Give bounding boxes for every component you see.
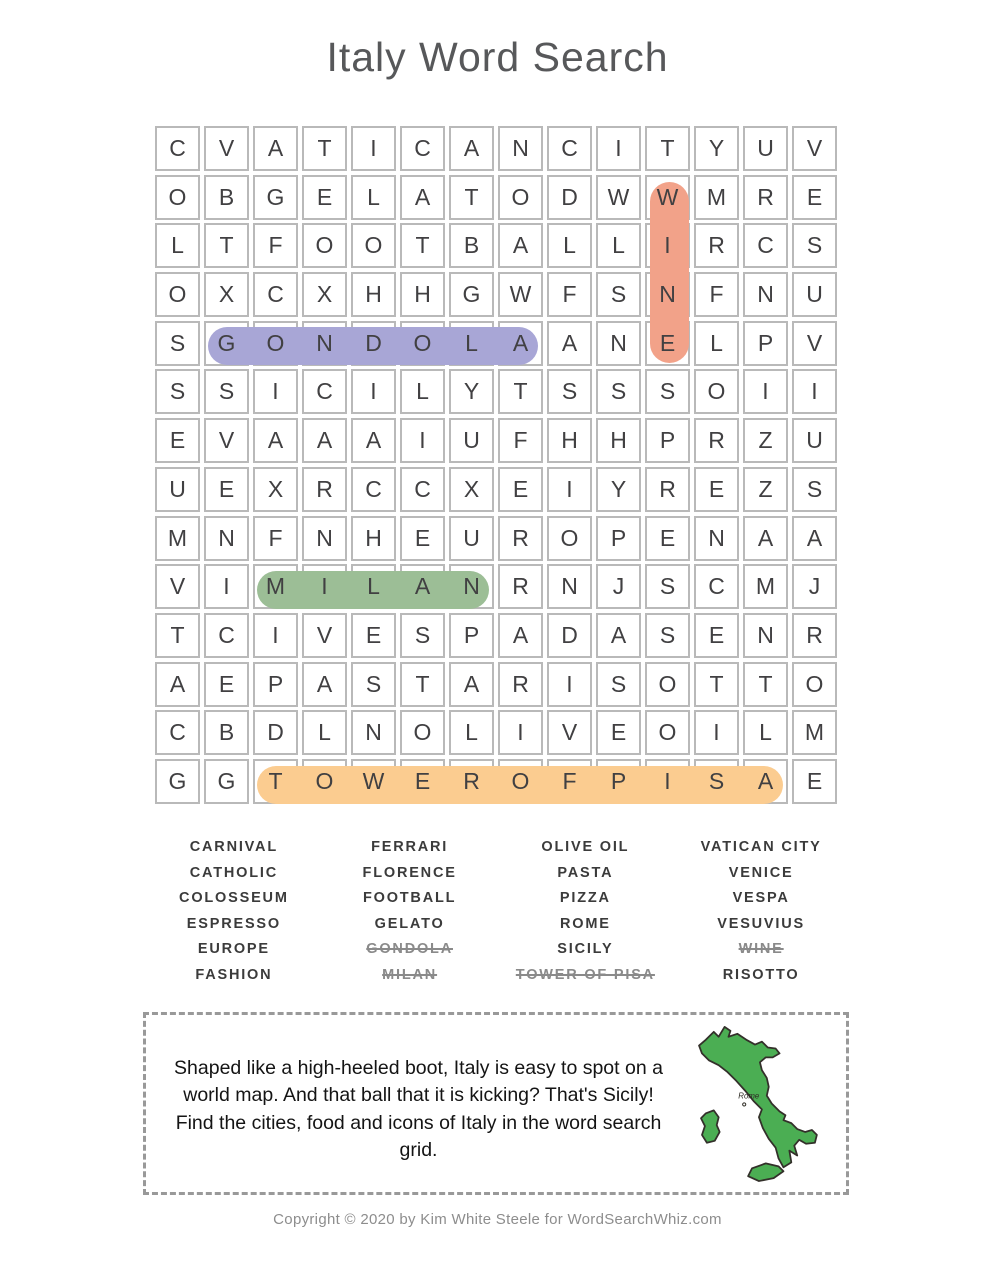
word-list-item: VATICAN CITY (700, 839, 822, 855)
grid-letter: R (708, 427, 725, 454)
word-list-item: TOWER OF PISA (515, 966, 655, 983)
grid-letter: B (463, 232, 480, 259)
grid-letter: C (267, 281, 284, 308)
grid-letter: E (512, 475, 529, 502)
word-list-item: PIZZA (559, 890, 611, 907)
grid-letter: Z (758, 475, 773, 502)
word-list-item: VESUVIUS (717, 915, 805, 932)
grid-letter: A (267, 427, 284, 454)
grid-letter: A (267, 135, 284, 161)
grid-letter: I (811, 378, 818, 405)
grid-letter: A (463, 135, 480, 161)
grid-letter: M (804, 719, 825, 746)
grid-letter: M (265, 573, 286, 600)
info-text-line: grid. (399, 1139, 438, 1162)
grid-letter: T (170, 621, 185, 648)
grid-letter: W (656, 183, 679, 210)
grid-letter: A (512, 232, 529, 259)
grid-letter: A (316, 670, 333, 697)
info-text-line: Find the cities, food and icons of Italy in the word search (175, 1111, 662, 1134)
grid-letter: S (414, 621, 431, 648)
grid-letter: G (217, 329, 236, 356)
grid-letter: O (560, 524, 579, 551)
grid-letter: D (561, 183, 578, 210)
grid-letter: T (758, 670, 773, 697)
grid-letter: C (414, 475, 431, 502)
grid-letter: O (364, 232, 383, 259)
grid-letter: L (612, 232, 625, 259)
grid-letter: A (512, 329, 529, 356)
grid-letter: C (316, 378, 333, 405)
word-list-item: ESPRESSO (186, 915, 281, 932)
grid-letter: H (610, 427, 627, 454)
word-list-item: COLOSSEUM (179, 890, 289, 907)
word-list-item: WINE (738, 941, 784, 958)
grid-letter: A (316, 427, 333, 454)
grid-letter: T (513, 378, 528, 405)
word-list-item: GONDOLA (366, 941, 453, 958)
grid-letter: S (365, 670, 382, 697)
grid-letter: J (808, 573, 821, 600)
info-text-line: world map. And that ball that it is kicking? That's Sicily! (183, 1084, 654, 1107)
grid-letter: X (316, 281, 333, 308)
grid-letter: R (512, 670, 529, 697)
grid-letter: T (415, 670, 430, 697)
grid-letter: G (266, 183, 285, 210)
grid-letter: A (463, 670, 480, 697)
grid-letter: T (464, 183, 479, 210)
word-list-item: EUROPE (197, 941, 270, 958)
grid-letter: C (757, 232, 774, 259)
word-list-column (322, 835, 498, 989)
grid-letter: E (806, 767, 823, 794)
word-list-item: GELATO (374, 915, 445, 932)
grid-letter: A (512, 621, 529, 648)
grid-letter: U (806, 281, 823, 308)
grid-letter: R (708, 232, 725, 259)
grid-letter: T (219, 232, 234, 259)
grid-letter: N (365, 719, 382, 746)
grid-letter: S (169, 378, 186, 405)
word-list-item: FASHION (195, 966, 273, 983)
grid-letter: C (169, 135, 186, 161)
word-list (146, 835, 849, 989)
grid-letter: C (708, 573, 725, 600)
grid-letter: E (610, 719, 627, 746)
grid-letter: V (806, 135, 823, 161)
grid-letter: W (607, 183, 630, 210)
grid-letter: C (414, 135, 431, 161)
grid-letter: P (659, 427, 676, 454)
grid-letter: T (660, 135, 675, 161)
grid-letter: L (171, 232, 184, 259)
sicily-shape (748, 1163, 783, 1181)
grid-letter: X (267, 475, 284, 502)
grid-letter: H (365, 524, 382, 551)
grid-letter: T (268, 767, 283, 794)
grid-letter: A (561, 329, 578, 356)
grid-letter: X (463, 475, 480, 502)
grid-letter: F (562, 767, 577, 794)
grid-letter: U (806, 427, 823, 454)
grid-letter: F (709, 281, 724, 308)
grid-letter: V (316, 621, 333, 648)
grid-letter: V (561, 719, 578, 746)
word-list-item: FLORENCE (362, 864, 457, 881)
grid-letter: B (218, 183, 235, 210)
grid-letter: I (272, 621, 279, 648)
info-text (166, 1055, 671, 1165)
grid-letter: T (317, 135, 332, 161)
grid-letter: E (414, 767, 431, 794)
grid-letter: S (169, 329, 186, 356)
grid-letter: I (713, 719, 720, 746)
grid-letter: N (316, 524, 333, 551)
grid-letter: S (561, 378, 578, 405)
grid-letter: O (168, 183, 187, 210)
word-list-item: OLIVE OIL (541, 839, 630, 855)
page-title: Italy Word Search (326, 34, 669, 80)
grid-letter: N (659, 281, 676, 308)
grid-letter: P (610, 767, 627, 794)
grid-letter: O (168, 281, 187, 308)
grid-letter: N (463, 573, 480, 600)
grid-letter: A (414, 573, 431, 600)
word-list-column (146, 835, 322, 989)
grid-letter: E (708, 621, 725, 648)
grid-letter: U (463, 427, 480, 454)
info-text-line: Shaped like a high-heeled boot, Italy is easy to spot on a (174, 1057, 663, 1079)
grid-letter: I (370, 378, 377, 405)
grid-letter: E (316, 183, 333, 210)
word-list-item: RISOTTO (722, 966, 800, 983)
grid-letter: R (806, 621, 823, 648)
word-list-item: VESPA (732, 890, 790, 907)
grid-letter: E (659, 329, 676, 356)
grid-letter: F (268, 232, 283, 259)
grid-letter: F (268, 524, 283, 551)
grid-letter: H (561, 427, 578, 454)
word-search-grid (155, 126, 837, 805)
grid-letter: O (658, 670, 677, 697)
grid-letter: S (218, 378, 235, 405)
grid-letter: S (659, 378, 676, 405)
grid-letter: I (272, 378, 279, 405)
grid-letter: B (218, 719, 235, 746)
grid-letter: U (463, 524, 480, 551)
grid-letter: G (217, 767, 236, 794)
grid-letter: O (315, 767, 334, 794)
grid-letter: H (414, 281, 431, 308)
grid-letter: R (512, 524, 529, 551)
grid-letter: S (610, 281, 627, 308)
grid-letter: I (566, 475, 573, 502)
grid-letter: W (362, 767, 385, 794)
word-list-column (498, 835, 674, 989)
grid-letter: O (315, 232, 334, 259)
grid-letter: S (806, 475, 823, 502)
rome-map-label: Rome (738, 1091, 760, 1101)
grid-letter: E (708, 475, 725, 502)
word-list-item: ROME (560, 915, 611, 932)
grid-letter: E (218, 670, 235, 697)
word-list-item: CARNIVAL (189, 839, 278, 855)
grid-letter: O (511, 183, 530, 210)
grid-letter: V (218, 427, 235, 454)
grid-letter: H (365, 281, 382, 308)
word-list-item: CATHOLIC (189, 864, 278, 881)
grid-letter: X (218, 281, 235, 308)
grid-letter: S (659, 621, 676, 648)
grid-letter: C (218, 621, 235, 648)
grid-letter: L (710, 329, 723, 356)
grid-letter: E (806, 183, 823, 210)
grid-letter: N (561, 573, 578, 600)
grid-letter: C (169, 719, 186, 746)
grid-letter: L (367, 183, 380, 210)
grid-letter: P (463, 621, 480, 648)
grid-letter: L (367, 573, 380, 600)
grid-letter: O (707, 378, 726, 405)
grid-letter: N (512, 135, 529, 161)
grid-letter: G (462, 281, 481, 308)
grid-letter: V (806, 329, 823, 356)
copyright: Copyright © 2020 by Kim White Steele for WordSearchWhiz.com (273, 1211, 722, 1228)
word-list-item: MILAN (382, 966, 438, 983)
grid-letter: C (561, 135, 578, 161)
grid-letter: E (218, 475, 235, 502)
grid-letter: N (610, 329, 627, 356)
grid-letter: D (365, 329, 382, 356)
grid-letter: V (169, 573, 186, 600)
word-list-item: SICILY (557, 941, 614, 958)
grid-letter: N (757, 281, 774, 308)
grid-letter: A (806, 524, 823, 551)
grid-letter: O (805, 670, 824, 697)
grid-letter: P (757, 329, 774, 356)
grid-letter: G (168, 767, 187, 794)
grid-letter: C (365, 475, 382, 502)
grid-letter: N (218, 524, 235, 551)
grid-letter: V (218, 135, 235, 161)
italy-map-image (680, 1022, 830, 1184)
grid-letter: I (517, 719, 524, 746)
grid-letter: U (169, 475, 186, 502)
grid-letter: E (365, 621, 382, 648)
grid-letter: T (709, 670, 724, 697)
grid-letter: A (610, 621, 627, 648)
grid-letter: I (370, 135, 377, 161)
grid-letter: R (463, 767, 480, 794)
grid-letter: R (316, 475, 333, 502)
grid-letter: S (708, 767, 725, 794)
grid-letter: E (414, 524, 431, 551)
grid-letter: R (512, 573, 529, 600)
grid-letter: N (757, 621, 774, 648)
grid-letter: E (659, 524, 676, 551)
grid-letter: W (509, 281, 532, 308)
grid-letter: M (167, 524, 188, 551)
grid-letter: P (610, 524, 627, 551)
grid-letter: Y (708, 135, 725, 161)
grid-letter: I (419, 427, 426, 454)
grid-letter: O (413, 719, 432, 746)
word-list-item: FOOTBALL (362, 890, 457, 907)
grid-letter: U (757, 135, 774, 161)
grid-letter: L (759, 719, 772, 746)
grid-letter: J (612, 573, 625, 600)
grid-letter: A (169, 670, 186, 697)
grid-letter: I (615, 135, 622, 161)
grid-letter: I (762, 378, 769, 405)
grid-letter: O (413, 329, 432, 356)
grid-letter: L (465, 719, 478, 746)
grid-letter: O (658, 719, 677, 746)
grid-letter: L (465, 329, 478, 356)
word-list-item: PASTA (557, 864, 614, 881)
grid-letter: M (755, 573, 776, 600)
grid-letter: L (416, 378, 429, 405)
grid-letter: S (659, 573, 676, 600)
grid-letter: L (318, 719, 331, 746)
grid-letter: Y (610, 475, 627, 502)
grid-letter: I (566, 670, 573, 697)
grid-letter: F (562, 281, 577, 308)
grid-letter: P (267, 670, 284, 697)
info-box (143, 1012, 849, 1195)
grid-letter: S (610, 670, 627, 697)
grid-letter: D (267, 719, 284, 746)
grid-letter: O (266, 329, 285, 356)
word-list-column (673, 835, 849, 989)
grid-letter: N (708, 524, 725, 551)
grid-letter: S (806, 232, 823, 259)
grid-letter: S (610, 378, 627, 405)
grid-letter: I (223, 573, 230, 600)
grid-letter: A (757, 524, 774, 551)
grid-letter: O (511, 767, 530, 794)
grid-letter: Z (758, 427, 773, 454)
grid-letter: M (706, 183, 727, 210)
grid-letter: A (365, 427, 382, 454)
sardinia-shape (701, 1110, 720, 1142)
grid-letter: T (415, 232, 430, 259)
word-list-item: VENICE (728, 864, 794, 881)
grid-letter: R (757, 183, 774, 210)
grid-letter: N (316, 329, 333, 356)
grid-letter: I (664, 767, 671, 794)
grid-letter: D (561, 621, 578, 648)
grid-letter: A (757, 767, 774, 794)
word-list-item: FERRARI (371, 839, 449, 855)
grid-letter: L (563, 232, 576, 259)
grid-letter: R (659, 475, 676, 502)
rome-map-dot (743, 1103, 746, 1106)
grid-letter: A (414, 183, 431, 210)
grid-letter: I (664, 232, 671, 259)
grid-letter: I (321, 573, 328, 600)
grid-letter: F (513, 427, 528, 454)
grid-letter: E (169, 427, 186, 454)
grid-letter: Y (463, 378, 480, 405)
